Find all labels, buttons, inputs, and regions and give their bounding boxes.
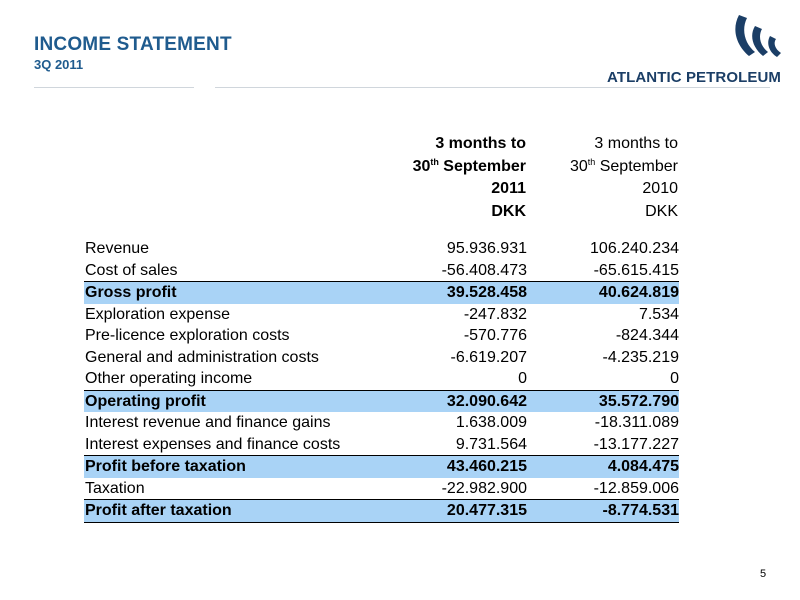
value-current: -22.982.900	[441, 479, 527, 497]
header-divider	[215, 87, 770, 88]
value-prior: -824.344	[615, 327, 679, 344]
value-prior: 35.572.790	[527, 390, 679, 412]
value-current: 9.731.564	[455, 435, 527, 453]
page-subtitle: 3Q 2011	[34, 57, 84, 72]
row-label: General and administration costs	[85, 348, 319, 366]
value-current: 43.460.215	[375, 456, 527, 478]
value-prior: -4.235.219	[602, 348, 679, 366]
value-prior: 106.240.234	[590, 240, 679, 257]
income-statement-table	[84, 238, 679, 523]
value-prior: 7.534	[638, 305, 679, 323]
value-current: -56.408.473	[441, 261, 527, 279]
table-row	[84, 238, 679, 260]
value-prior: -13.177.227	[593, 435, 679, 453]
column-header-unit: DKK	[491, 202, 526, 220]
value-current: 0	[518, 370, 527, 387]
value-current: 20.477.315	[375, 500, 527, 523]
value-current: -247.832	[463, 305, 527, 323]
table-row	[84, 304, 679, 326]
table-row	[84, 347, 679, 369]
value-prior: -65.615.415	[593, 261, 679, 279]
table-row	[84, 325, 679, 347]
value-prior: -8.774.531	[527, 500, 679, 523]
header-divider-left	[34, 87, 194, 88]
table-row-subtotal	[84, 282, 679, 304]
row-label: Pre-licence exploration costs	[85, 327, 290, 344]
table-row-total	[84, 500, 679, 523]
table-row-subtotal	[84, 390, 679, 412]
row-label: Profit after taxation	[84, 500, 375, 523]
column-header-unit: DKK	[645, 202, 678, 220]
column-header-year: 2011	[491, 180, 526, 197]
row-label: Taxation	[85, 479, 145, 497]
table-row	[84, 368, 679, 390]
column-header-prior	[518, 133, 678, 223]
column-header-line1: 3 months to	[435, 135, 526, 152]
column-header-line1: 3 months to	[594, 135, 678, 152]
page-title: INCOME STATEMENT	[34, 34, 232, 55]
row-label: Gross profit	[84, 282, 375, 304]
page-number: 5	[760, 568, 767, 580]
row-label: Exploration expense	[85, 305, 230, 323]
table-row-subtotal	[84, 456, 679, 478]
value-current: 39.528.458	[375, 282, 527, 304]
table-row	[84, 478, 679, 500]
row-label: Interest expenses and finance costs	[85, 435, 341, 453]
row-label: Profit before taxation	[84, 456, 375, 478]
company-logo-text: ATLANTIC PETROLEUM	[607, 69, 782, 86]
value-prior: 0	[670, 370, 679, 387]
table-row	[84, 412, 679, 434]
row-label: Revenue	[85, 240, 150, 257]
row-label: Interest revenue and finance gains	[85, 414, 331, 431]
table-row	[84, 260, 679, 282]
row-label: Operating profit	[84, 390, 375, 412]
value-current: 95.936.931	[446, 240, 527, 257]
value-current: 32.090.642	[375, 390, 527, 412]
table-row	[84, 434, 679, 456]
column-header-year: 2010	[642, 180, 678, 197]
column-header-date: 30th September	[569, 156, 678, 175]
value-prior: -18.311.089	[594, 414, 679, 431]
row-label: Cost of sales	[85, 261, 178, 279]
value-current: 1.638.009	[455, 414, 527, 431]
value-prior: 40.624.819	[527, 282, 679, 304]
value-current: -570.776	[463, 327, 527, 344]
row-label: Other operating income	[85, 370, 253, 387]
value-current: -6.619.207	[450, 348, 527, 366]
column-header-date: 30th September	[412, 156, 526, 175]
column-header-current	[366, 133, 526, 223]
atlantic-petroleum-logo-icon	[733, 12, 793, 66]
value-prior: -12.859.006	[593, 479, 679, 497]
value-prior: 4.084.475	[527, 456, 679, 478]
